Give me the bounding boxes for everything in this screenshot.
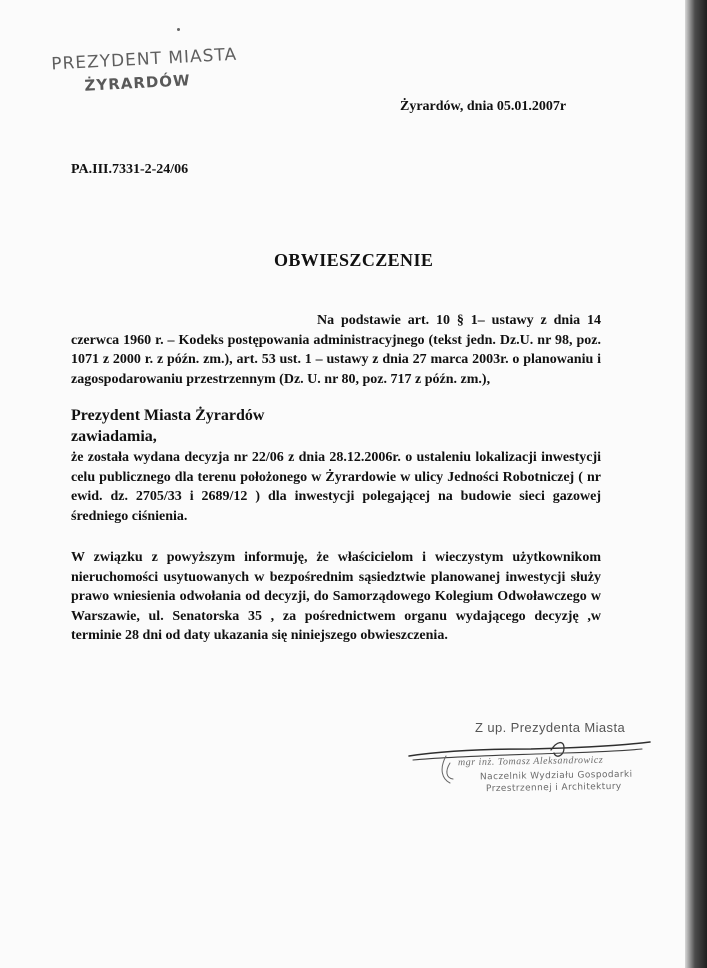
official-stamp — [50, 36, 238, 115]
scan-dust-mark — [177, 28, 180, 31]
decision-paragraph: że została wydana decyzja nr 22/06 z dnia 28.12.2006r. o ustaleniu lokalizacji inwestycji celu publicznego dla terenu położonego w Żyrardowie w ulicy Jedności Robotniczej ( nr ewid. dz. 2705/33 i 2689/12 ) dla inwestycji polegającej na budowie sieci gazowej średniego ciśnienia. — [71, 450, 601, 524]
legal-basis-paragraph: Na podstawie art. 10 § 1– ustawy z dnia 14 czerwca 1960 r. – Kodeks postępowania administracyjnego (tekst jedn. Dz.U. nr 98, poz. 1071 z 2000 r. z późn. zm.), art. 53 ust. 1 – ustawy z dnia 27 marca 2003r. o planowaniu i zagospodarowaniu przestrzennym (Dz. U. nr 80, poz. 717 z późn. zm.), — [71, 313, 601, 387]
appeal-information-paragraph: W związku z powyższym informuję, że właścicielom i wieczystym użytkownikom nieruchomości usytuowanych w bezpośrednim sąsiedztwie planowanej inwestycji służy prawo wniesienia odwołania od decyzji, do Samorządowego Kolegium Odwoławczego w Warszawie, ul. Senatorska 35 , za pośrednictwem organu wydającego decyzję ,w terminie 28 dni od daty ukazania się niniejszego obwieszczenia. — [71, 550, 601, 643]
signer-role-line-1: Naczelnik Wydziału Gospodarki — [479, 769, 633, 783]
notification-verb: zawiadamia, — [71, 428, 157, 445]
document-date: Żyrardów, dnia 05.01.2007r — [400, 99, 567, 114]
stamp-line-1: PREZYDENT MIASTA — [50, 44, 238, 75]
signature-authorization-text: Z up. Prezydenta Miasta — [475, 720, 626, 735]
scan-edge-shadow — [685, 0, 707, 968]
signer-role-line-2: Przestrzennej i Architektury — [485, 781, 622, 795]
issuing-authority: Prezydent Miasta Żyrardów — [71, 407, 265, 424]
document-reference-number: PA.III.7331-2-24/06 — [71, 162, 189, 177]
document-title: OBWIESZCZENIE — [274, 250, 434, 270]
signer-name: mgr inż. Tomasz Aleksandrowicz — [457, 754, 604, 769]
stamp-line-2: ŻYRARDÓW — [84, 71, 192, 95]
